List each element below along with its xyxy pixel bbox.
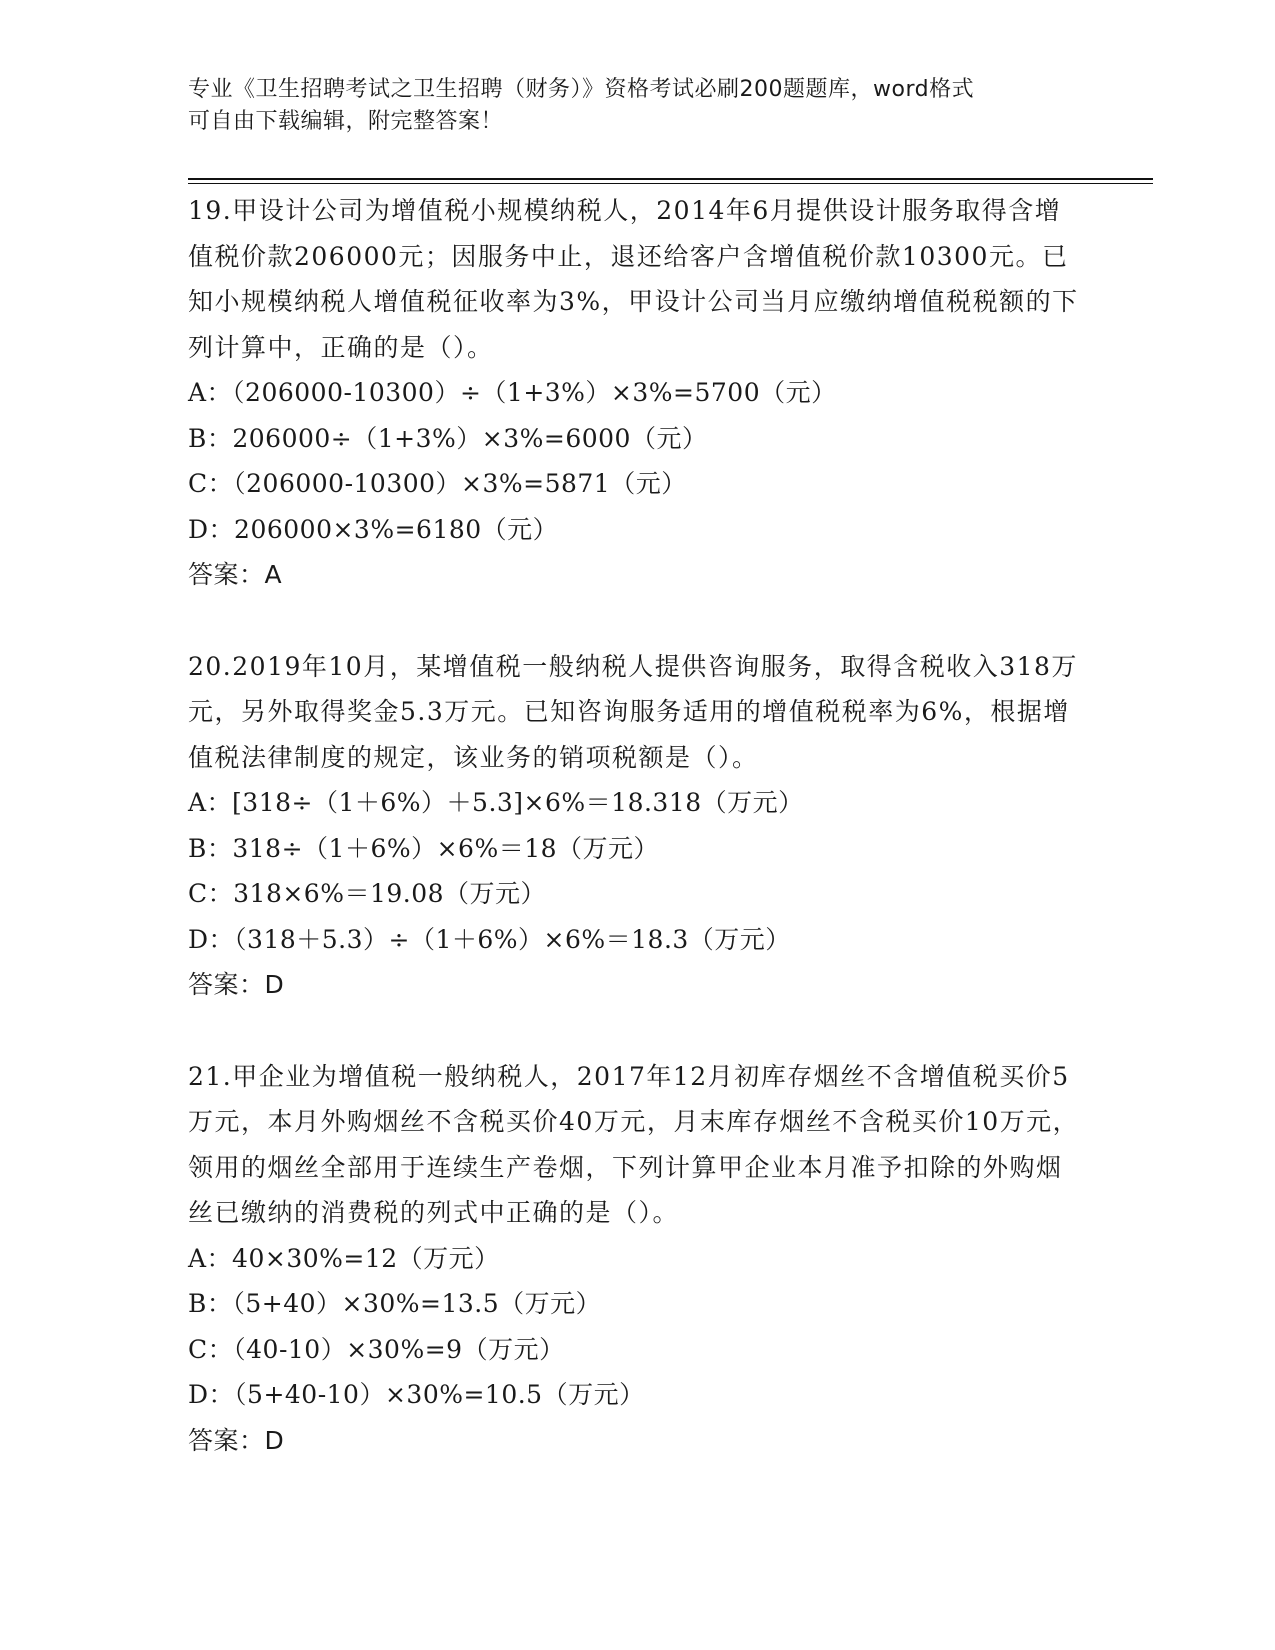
- header-divider-thin: [188, 183, 1153, 184]
- option-a: A：（206000-10300）÷（1+3%）×3%=5700（元）: [188, 378, 837, 407]
- question-21: [188, 1054, 1088, 1464]
- question-19: [188, 188, 1088, 598]
- option-c: C：（40-10）×30%=9（万元）: [188, 1334, 565, 1364]
- answer-label: 答案：A: [188, 560, 283, 589]
- question-stem: 20.2019年10月，某增值税一般纳税人提供咨询服务，取得含税收入318万元，另外取得奖金5.3万元。已知咨询服务适用的增值税税率为6%，根据增值税法律制度的规定，该业务的销项税额是（）。: [188, 651, 1078, 772]
- option-a: A：[318÷（1＋6%）＋5.3]×6%＝18.318（万元）: [188, 788, 804, 817]
- document-header: [188, 74, 1088, 138]
- option-c: C：（206000-10300）×3%=5871（元）: [188, 469, 687, 498]
- header-divider-thick: [188, 178, 1153, 180]
- question-list: [188, 188, 1088, 1509]
- option-d: D：（318＋5.3）÷（1＋6%）×6%＝18.3（万元）: [188, 924, 791, 954]
- question-stem: 21.甲企业为增值税一般纳税人，2017年12月初库存烟丝不含增值税买价5万元，本月外购烟丝不含税买价40万元，月末库存烟丝不含税买价10万元，领用的烟丝全部用于连续生产卷烟，下列计算甲企业本月准予扣除的外购烟丝已缴纳的消费税的列式中正确的是（）。: [188, 1061, 1080, 1227]
- option-d: D：206000×3%=6180（元）: [188, 514, 559, 544]
- option-a: A：40×30%=12（万元）: [188, 1243, 500, 1273]
- option-b: B：318÷（1＋6%）×6%＝18（万元）: [188, 833, 660, 863]
- question-20: [188, 644, 1088, 1008]
- header-line-2: 可自由下载编辑，附完整答案！: [188, 109, 504, 134]
- header-line-1: 专业《卫生招聘考试之卫生招聘（财务）》资格考试必刷200题题库，word格式: [188, 77, 975, 102]
- answer-label: 答案：D: [188, 970, 285, 999]
- question-stem: 19.甲设计公司为增值税小规模纳税人，2014年6月提供设计服务取得含增值税价款206000元；因服务中止，退还给客户含增值税价款10300元。已知小规模纳税人增值税征收率为3%，甲设计公司当月应缴纳增值税税额的下列计算中，正确的是（）。: [188, 196, 1079, 362]
- option-b: B：206000÷（1+3%）×3%=6000（元）: [188, 423, 708, 453]
- option-c: C：318×6%＝19.08（万元）: [188, 879, 547, 908]
- answer-label: 答案：D: [188, 1425, 285, 1455]
- option-b: B：（5+40）×30%=13.5（万元）: [188, 1289, 602, 1318]
- option-d: D：（5+40-10）×30%=10.5（万元）: [188, 1380, 645, 1409]
